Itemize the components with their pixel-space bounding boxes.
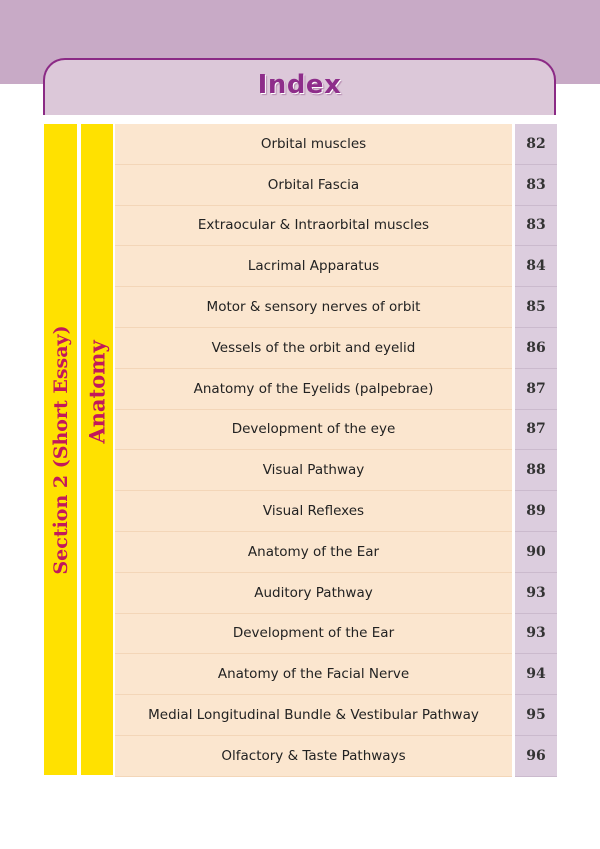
- subject-sidebar: [81, 124, 113, 775]
- index-table: [115, 124, 557, 777]
- index-topic: Anatomy of the Eyelids (palpebrae): [115, 369, 512, 410]
- index-row[interactable]: [115, 206, 557, 247]
- index-topic: Motor & sensory nerves of orbit: [115, 287, 512, 328]
- index-page-number: 95: [515, 695, 557, 736]
- page-title: Index: [257, 70, 342, 100]
- index-row[interactable]: [115, 491, 557, 532]
- index-page-number: 93: [515, 614, 557, 655]
- index-topic: Vessels of the orbit and eyelid: [115, 328, 512, 369]
- section-label: Section 2 (Short Essay): [49, 324, 72, 575]
- index-topic: Olfactory & Taste Pathways: [115, 736, 512, 777]
- index-page-number: 86: [515, 328, 557, 369]
- index-row[interactable]: [115, 736, 557, 777]
- section-sidebar: [44, 124, 77, 775]
- index-row[interactable]: [115, 532, 557, 573]
- index-page-number: 84: [515, 246, 557, 287]
- index-page-number: 89: [515, 491, 557, 532]
- index-page-number: 90: [515, 532, 557, 573]
- index-row[interactable]: [115, 328, 557, 369]
- index-page-number: 87: [515, 369, 557, 410]
- index-row[interactable]: [115, 614, 557, 655]
- index-topic: Development of the eye: [115, 410, 512, 451]
- index-row[interactable]: [115, 695, 557, 736]
- index-page-number: 83: [515, 165, 557, 206]
- index-row[interactable]: [115, 410, 557, 451]
- index-row[interactable]: [115, 246, 557, 287]
- index-row[interactable]: [115, 573, 557, 614]
- index-page-number: 82: [515, 124, 557, 165]
- index-topic: Lacrimal Apparatus: [115, 246, 512, 287]
- subject-label: Anatomy: [84, 339, 110, 444]
- index-page-number: 83: [515, 206, 557, 247]
- index-row[interactable]: [115, 165, 557, 206]
- title-tab: [43, 58, 556, 115]
- index-page-number: 96: [515, 736, 557, 777]
- index-page-number: 85: [515, 287, 557, 328]
- index-page-number: 88: [515, 450, 557, 491]
- index-topic: Medial Longitudinal Bundle & Vestibular Pathway: [115, 695, 512, 736]
- index-page-number: 94: [515, 654, 557, 695]
- index-topic: Visual Pathway: [115, 450, 512, 491]
- index-topic: Visual Reflexes: [115, 491, 512, 532]
- index-row[interactable]: [115, 124, 557, 165]
- index-topic: Orbital muscles: [115, 124, 512, 165]
- index-topic: Anatomy of the Facial Nerve: [115, 654, 512, 695]
- index-row[interactable]: [115, 654, 557, 695]
- index-row[interactable]: [115, 287, 557, 328]
- index-page-number: 87: [515, 410, 557, 451]
- index-topic: Extraocular & Intraorbital muscles: [115, 206, 512, 247]
- index-topic: Orbital Fascia: [115, 165, 512, 206]
- index-row[interactable]: [115, 369, 557, 410]
- index-row[interactable]: [115, 450, 557, 491]
- index-topic: Development of the Ear: [115, 614, 512, 655]
- index-topic: Auditory Pathway: [115, 573, 512, 614]
- index-page-number: 93: [515, 573, 557, 614]
- index-topic: Anatomy of the Ear: [115, 532, 512, 573]
